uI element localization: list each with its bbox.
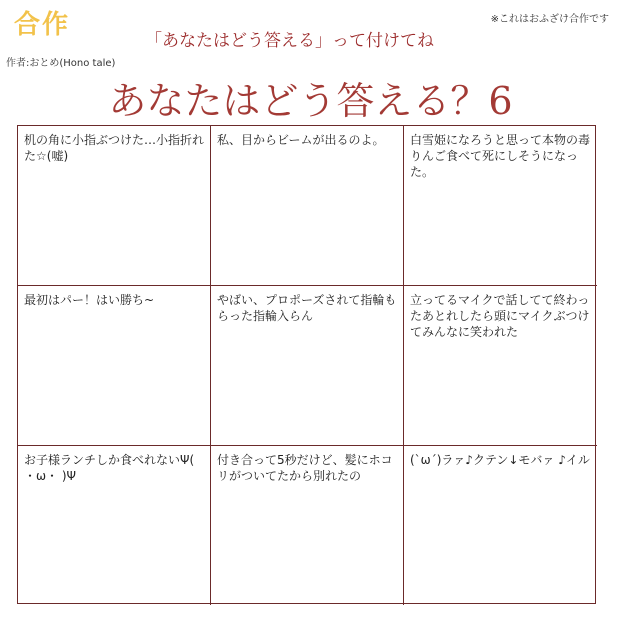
page-title: あなたはどう答える？6 (108, 79, 513, 123)
answer-cell: やばい、プロポーズされて指輪もらった指輪入らん (211, 286, 404, 446)
answer-cell: 机の角に小指ぶつけた…小指折れた☆(嘘) (18, 126, 211, 286)
author-credit: 作者:おとめ(Hono tale) (6, 58, 116, 69)
answer-cell: 付き合って5秒だけど、髪にホコリがついてたから別れたの (211, 446, 404, 605)
answer-cell: 立ってるマイクで話してて終わったあとれしたら頭にマイクぶつけてみんなに笑われた (404, 286, 597, 446)
collab-badge: 合作 (14, 10, 71, 40)
subtitle: 「あなたはどう答える」って付けてね (145, 31, 434, 51)
answer-cell: 白雪姫になろうと思って本物の毒りんご食べて死にしそうになった。 (404, 126, 597, 286)
answer-cell: お子様ランチしか食べれないΨ( ・ω・ )Ψ (18, 446, 211, 605)
answer-cell: 私、目からビームが出るのよ。 (211, 126, 404, 286)
answer-cell: (`ω´)ラァ♪クテン↓モバァ ♪イル (410, 453, 590, 467)
disclaimer-note: ※これはおふざけ合作です (490, 14, 609, 25)
answer-grid (17, 125, 596, 604)
answer-cell: 最初はパー！はい勝ち~ (18, 286, 211, 446)
